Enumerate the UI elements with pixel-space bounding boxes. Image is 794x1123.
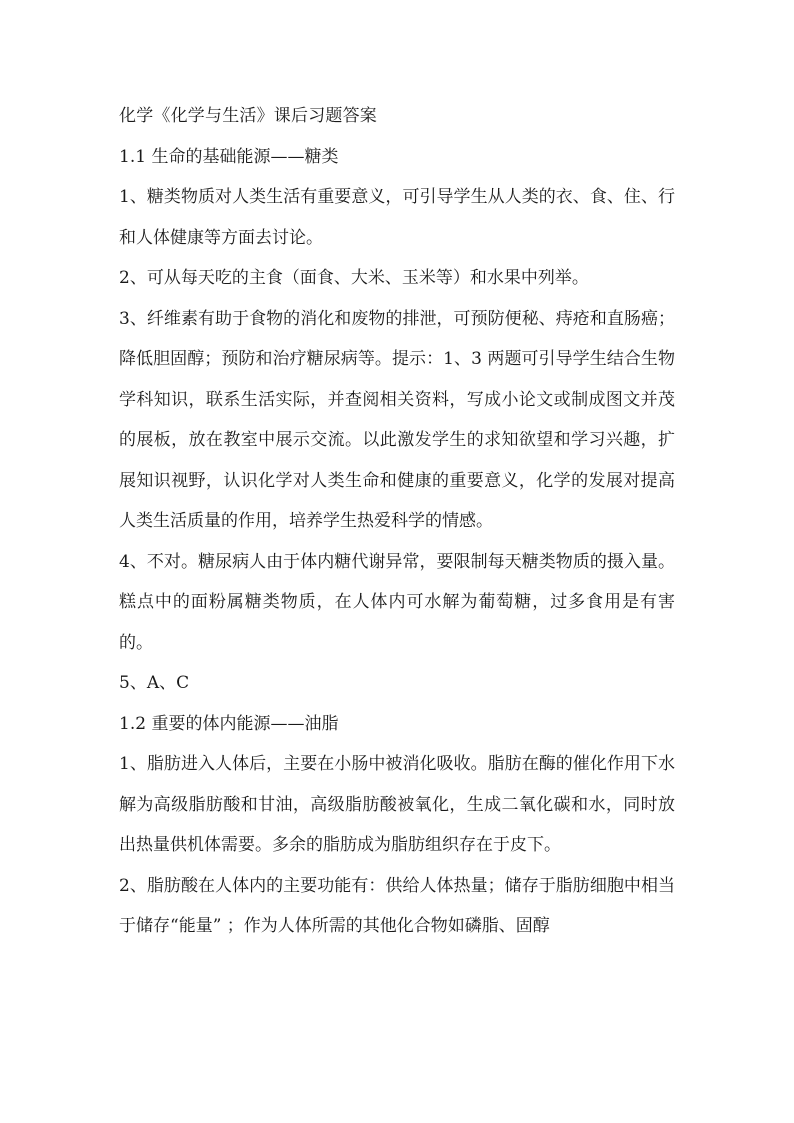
section-heading-1-1: 1.1 生命的基础能源——糖类 xyxy=(119,146,339,167)
answer-paragraph: 1、糖类物质对人类生活有重要意义，可引导学生从人类的衣、食、住、行和人体健康等方面去讨论。 xyxy=(119,187,675,248)
answer-paragraph: 5、A、C xyxy=(119,673,190,693)
answer-paragraph: 2、可从每天吃的主食（面食、大米、玉米等）和水果中列举。 xyxy=(119,268,589,288)
document-title: 化学《化学与生活》课后习题答案 xyxy=(119,106,377,126)
answer-paragraph: 3、纤维素有助于食物的消化和废物的排泄，可预防便秘、痔疮和直肠癌；降低胆固醇；预防和治疗糖尿病等。提示：1、3 两题可引导学生结合生物学科知识，联系生活实际，并查阅相关资料，写成小论文或制成图文并茂的展板，放在教室中展示交流。以此激发学生的求知欲望和学习兴趣，扩展知识视野，认识化学对人类生命和健康的重要意义，化学的发展对提高人类生活质量的作用，培养学生热爱科学的情感。 xyxy=(119,308,675,531)
document-page xyxy=(119,96,675,947)
section-heading-1-2: 1.2 重要的体内能源——油脂 xyxy=(119,713,339,734)
answer-paragraph: 4、不对。糖尿病人由于体内糖代谢异常，要限制每天糖类物质的摄入量。糕点中的面粉属糖类物质，在人体内可水解为葡萄糖，过多食用是有害的。 xyxy=(119,551,675,653)
answer-paragraph: 1、脂肪进入人体后，主要在小肠中被消化吸收。脂肪在酶的催化作用下水解为高级脂肪酸和甘油，高级脂肪酸被氧化，生成二氧化碳和水，同时放出热量供机体需要。多余的脂肪成为脂肪组织存在于皮下。 xyxy=(119,754,675,855)
answer-paragraph: 2、脂肪酸在人体内的主要功能有：供给人体热量；储存于脂肪细胞中相当于储存“能量” ；作为人体所需的其他化合物如磷脂、固醇 xyxy=(119,875,675,936)
